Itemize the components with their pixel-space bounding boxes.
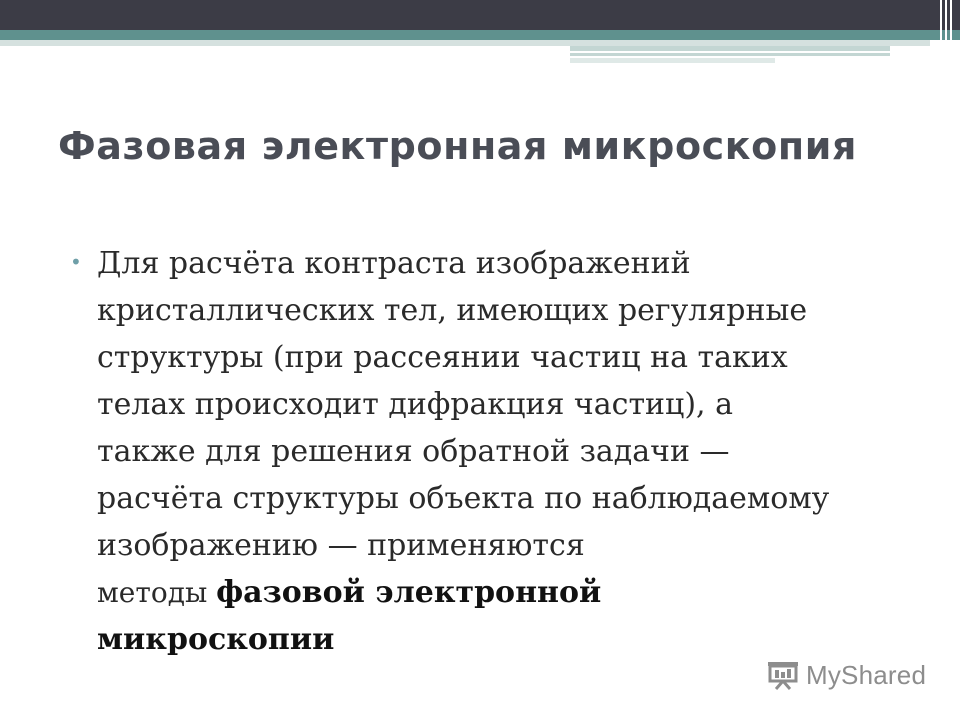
bullet-line: изображению — применяются xyxy=(97,528,585,563)
bullet-line: также для решения обратной задачи — xyxy=(97,434,730,469)
bullet-item xyxy=(70,240,900,663)
watermark xyxy=(766,655,926,695)
watermark-text: MyShared xyxy=(806,659,927,690)
bullet-line-prefix: методы xyxy=(97,576,217,609)
top-decor-white-line xyxy=(570,51,890,53)
slide-body xyxy=(70,240,900,663)
bullet-bold-term: микроскопии xyxy=(97,622,335,657)
bullet-line: кристаллических тел, имеющих регулярные xyxy=(97,293,808,328)
top-decor-accent-stripe-2 xyxy=(570,58,775,63)
presentation-board-icon xyxy=(766,660,800,690)
slide-title: Фазовая электронная микроскопия xyxy=(58,124,857,168)
bullet-dot-icon: • xyxy=(70,250,82,274)
top-decor-side-lines xyxy=(938,0,960,62)
bullet-line: телах происходит дифракция частиц), а xyxy=(97,387,733,422)
top-decor-teal-stripe xyxy=(0,30,960,40)
bullet-line: расчёта структуры объекта по наблюдаемому xyxy=(97,481,830,516)
bullet-line: Для расчёта контраста изображений xyxy=(97,246,691,281)
top-decor-bar xyxy=(0,0,960,30)
bullet-line: структуры (при рассеянии частиц на таких xyxy=(97,340,788,375)
bullet-line xyxy=(97,569,900,616)
bullet-bold-term: фазовой электронной xyxy=(216,575,602,610)
bullet-text xyxy=(97,240,900,663)
